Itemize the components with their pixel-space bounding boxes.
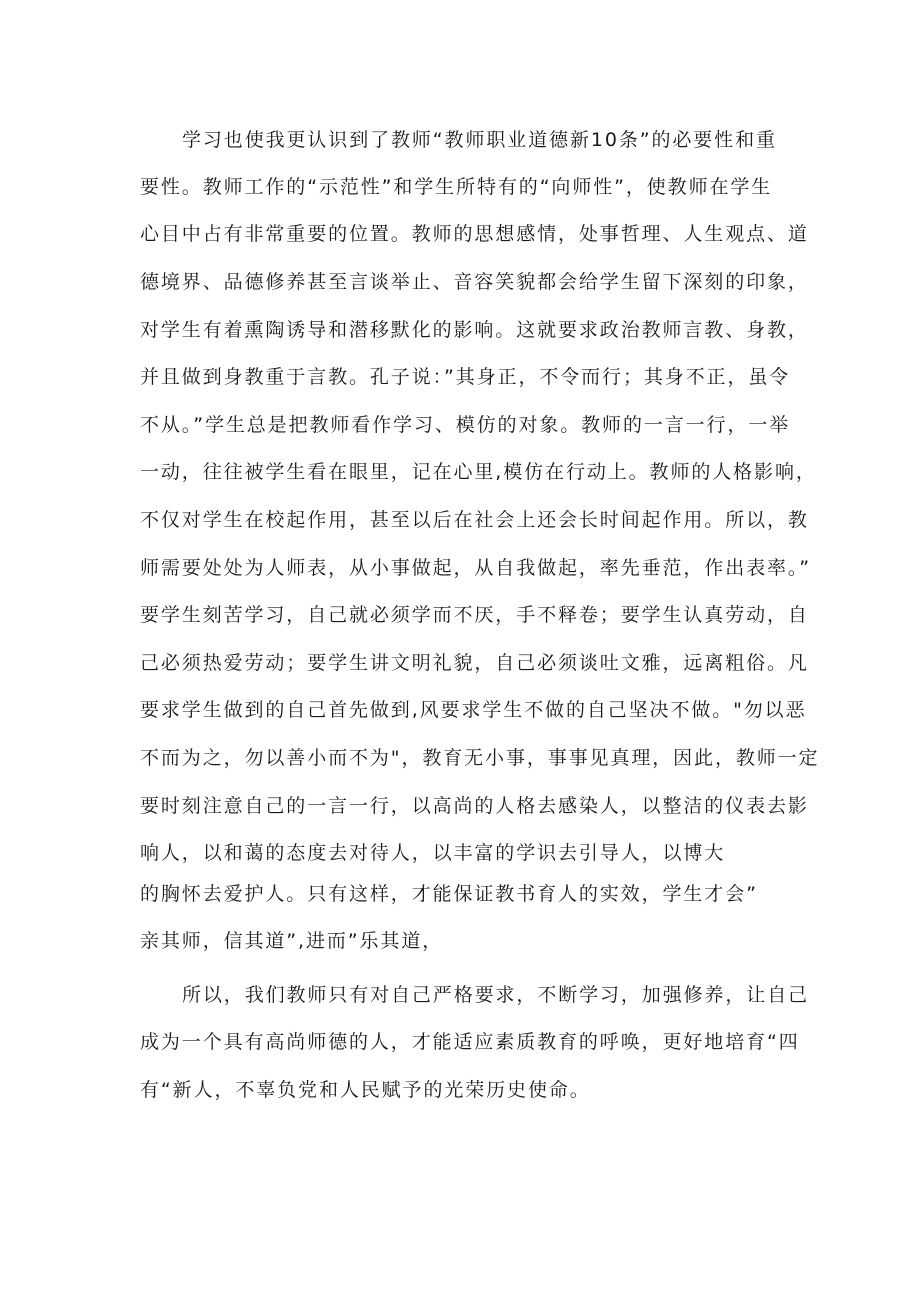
paragraph-1-line-4: 德境界、品德修养甚至言谈举止、音容笑貌都会给学生留下深刻的印象， <box>140 271 809 293</box>
paragraph-1-line-17: 的胸怀去爱护人。只有这样，才能保证教书育人的实效，学生才会” <box>140 883 758 905</box>
paragraph-1-line-3: 心目中占有非常重要的位置。教师的思想感情，处事哲理、人生观点、道 <box>140 223 809 245</box>
paragraph-1-line-9: 不仅对学生在校起作用，甚至以后在社会上还会长时间起作用。所以，教 <box>140 509 809 531</box>
paragraph-1-line-8: 一动，往往被学生看在眼里，记在心里,模仿在行动上。教师的人格影响， <box>140 461 817 483</box>
paragraph-1-line-1: 学习也使我更认识到了教师“教师职业道德新10条”的必要性和重 <box>182 129 777 151</box>
paragraph-1-line-16: 响人，以和蔼的态度去对待人，以丰富的学识去引导人，以博大 <box>140 842 726 864</box>
paragraph-1-line-10: 师需要处处为人师表，从小事做起，从自我做起，率先垂范，作出表率。” <box>140 557 812 579</box>
paragraph-1-line-14: 不而为之，勿以善小而不为"，教育无小事，事事见真理，因此，教师一定 <box>140 747 820 769</box>
paragraph-1-line-7: 不从。”学生总是把教师看作学习、模仿的对象。教师的一言一行，一举 <box>140 414 791 436</box>
paragraph-2-line-3: 有“新人，不辜负党和人民赋予的光荣历史使命。 <box>140 1079 591 1101</box>
paragraph-1-line-5: 对学生有着熏陶诱导和潜移默化的影响。这就要求政治教师言教、身教， <box>140 319 809 341</box>
paragraph-1-line-15: 要时刻注意自己的一言一行，以高尚的人格去感染人，以整洁的仪表去影 <box>140 795 809 817</box>
paragraph-1-line-6: 并且做到身教重于言教。孔子说：”其身正，不令而行；其身不正，虽令 <box>140 366 791 388</box>
paragraph-2-line-2: 成为一个具有高尚师德的人，才能适应素质教育的呼唤，更好地培育“四 <box>140 1031 800 1053</box>
paragraph-1-line-11: 要学生刻苦学习，自己就必须学而不厌，手不释卷；要学生认真劳动，自 <box>140 604 809 626</box>
paragraph-1-line-18: 亲其师，信其道”,进而”乐其道， <box>140 930 444 952</box>
paragraph-1-line-12: 己必须热爱劳动；要学生讲文明礼貌，自己必须谈吐文雅，远离粗俗。凡 <box>140 652 809 674</box>
paragraph-2-line-1: 所以，我们教师只有对自己严格要求，不断学习，加强修养，让自己 <box>182 984 810 1006</box>
paragraph-1-line-2: 要性。教师工作的“示范性”和学生所特有的“向师性”，使教师在学生 <box>140 176 773 198</box>
paragraph-1-line-13: 要求学生做到的自己首先做到,风要求学生不做的自己坚决不做。"勿以恶 <box>140 699 807 721</box>
